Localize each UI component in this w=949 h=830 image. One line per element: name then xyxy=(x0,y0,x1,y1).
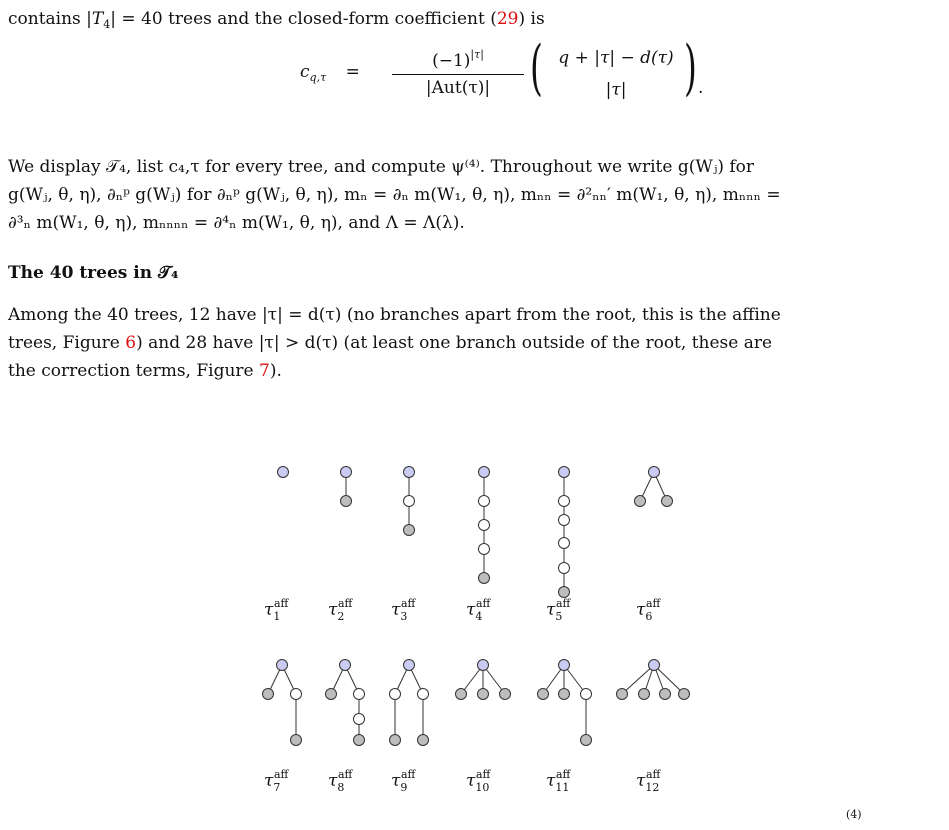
tree-label-sup: aff xyxy=(556,597,571,610)
tree-label-sup: aff xyxy=(646,597,661,610)
tree-label-sub: 3 xyxy=(400,610,408,623)
section-heading: The 40 trees in 𝒯₄ xyxy=(8,263,179,283)
tree-label-4: $\tau_4aff$ xyxy=(466,597,491,623)
paragraph-notation-line3: ∂³ₙ m(W₁, θ, η), mₙₙₙₙ = ∂⁴ₙ m(W₁, θ, η), and Λ = Λ(λ). xyxy=(8,213,465,233)
tree-label-sub: 7 xyxy=(273,781,281,794)
binom-top: q + |τ| − d(τ) xyxy=(558,48,674,68)
tree-node-inner xyxy=(559,563,570,574)
tree-node-root xyxy=(404,660,415,671)
tree-node-inner xyxy=(354,689,365,700)
tree-label-sub: 12 xyxy=(645,781,660,794)
tree-node-root xyxy=(340,660,351,671)
binom-bottom: |τ| xyxy=(605,80,627,100)
tree-label-8: $\tau_8aff$ xyxy=(328,768,353,794)
binom-right-paren: ) xyxy=(684,33,697,103)
tree-node-root xyxy=(278,467,289,478)
tree-label-2: $\tau_2aff$ xyxy=(328,597,353,623)
tree-node-inner xyxy=(404,496,415,507)
tree-label-sup: aff xyxy=(338,597,353,610)
caption-fragment-sup: (4) xyxy=(846,808,862,821)
tree-node-inner xyxy=(559,538,570,549)
paragraph-notation-line2: g(Wⱼ, θ, η), ∂ₙᵖ g(Wⱼ) for ∂ₙᵖ g(Wⱼ, θ, η), mₙ = ∂ₙ m(W₁, θ, η), mₙₙ = ∂²ₙₙ′ m(W₁, θ, η), mₙₙₙ = xyxy=(8,185,781,205)
tree-label-sup: aff xyxy=(476,597,491,610)
tree-label-5: $\tau_5aff$ xyxy=(546,597,571,623)
fraction-denominator: |Aut(τ)| xyxy=(425,78,491,98)
tree-label-sup: aff xyxy=(556,768,571,781)
tree-label-sub: 1 xyxy=(273,610,281,623)
tree-node-root xyxy=(559,467,570,478)
tree-node-inner xyxy=(479,544,490,555)
tree-node-leaf xyxy=(617,689,628,700)
tree-node-root xyxy=(404,467,415,478)
tree-label-sup: aff xyxy=(274,768,289,781)
tree-node-leaf xyxy=(500,689,511,700)
text-is: ) is xyxy=(518,9,545,29)
tree-node-inner xyxy=(479,496,490,507)
tree-node-root xyxy=(478,660,489,671)
tree-node-leaf xyxy=(390,735,401,746)
tree-label-sub: 5 xyxy=(555,610,563,623)
tree-node-leaf xyxy=(354,735,365,746)
tree-node-inner xyxy=(354,714,365,725)
figure6-ref-link[interactable]: 6 xyxy=(125,333,137,353)
tree-node-inner xyxy=(291,689,302,700)
tree-node-inner xyxy=(479,520,490,531)
tree-label-10: $\tau_{10}aff$ xyxy=(466,768,491,794)
tree-label-11: $\tau_{11}aff$ xyxy=(546,768,571,794)
paragraph-trees-line3: the correction terms, Figure 7). xyxy=(8,361,282,381)
tree-node-leaf xyxy=(639,689,650,700)
text-trees-count: | = 40 trees and the closed-form coefficient ( xyxy=(110,9,497,29)
tree-label-sup: aff xyxy=(338,768,353,781)
tree-node-root xyxy=(479,467,490,478)
paragraph-trees-line1: Among the 40 trees, 12 have |τ| = d(τ) (no branches apart from the root, this is the affine xyxy=(8,305,781,325)
tree-label-12: $\tau_{12}aff$ xyxy=(636,768,661,794)
figure7-ref-link[interactable]: 7 xyxy=(259,361,270,381)
tree-node-leaf xyxy=(341,496,352,507)
tree-node-leaf xyxy=(660,689,671,700)
tree-node-leaf xyxy=(263,689,274,700)
tree-label-sup: aff xyxy=(646,768,661,781)
tree-node-leaf xyxy=(418,735,429,746)
fraction-numerator: $(-1)^{|\tau|}$ xyxy=(432,48,484,71)
set-symbol: T xyxy=(91,9,104,29)
tree-label-sub: 9 xyxy=(400,781,408,794)
tree-node-inner xyxy=(559,496,570,507)
tree-label-3: $\tau_3aff$ xyxy=(391,597,416,623)
equation-period: . xyxy=(698,78,704,98)
set-subscript: 4 xyxy=(103,18,111,31)
tree-node-root xyxy=(341,467,352,478)
equation-lhs: $c_{q,\tau}$ = xyxy=(300,62,360,84)
equation-ref-link[interactable]: 29 xyxy=(496,9,519,29)
tree-label-7: $\tau_7aff$ xyxy=(264,768,289,794)
tree-label-sub: 10 xyxy=(475,781,490,794)
tree-label-sub: 11 xyxy=(555,781,570,794)
tree-node-leaf xyxy=(291,735,302,746)
tree-label-9: $\tau_9aff$ xyxy=(391,768,416,794)
tree-node-inner xyxy=(559,515,570,526)
tree-node-leaf xyxy=(662,496,673,507)
tree-node-leaf xyxy=(404,525,415,536)
tree-node-leaf xyxy=(478,689,489,700)
tree-label-sub: 6 xyxy=(645,610,653,623)
paragraph-trees-line2: trees, Figure 6) and 28 have |τ| > d(τ) (at least one branch outside of the root, these are xyxy=(8,333,773,353)
tree-node-inner xyxy=(581,689,592,700)
tree-node-inner xyxy=(418,689,429,700)
tree-label-sup: aff xyxy=(476,768,491,781)
tree-node-leaf xyxy=(559,587,570,598)
tree-label-6: $\tau_6aff$ xyxy=(636,597,661,623)
tree-node-root xyxy=(649,467,660,478)
tree-node-leaf xyxy=(456,689,467,700)
tree-label-sup: aff xyxy=(274,597,289,610)
tree-node-root xyxy=(559,660,570,671)
tree-label-sub: 8 xyxy=(337,781,345,794)
text-contains: contains | xyxy=(8,9,92,29)
tree-node-leaf xyxy=(635,496,646,507)
tree-label-sup: aff xyxy=(401,768,416,781)
tree-node-leaf xyxy=(581,735,592,746)
tree-node-leaf xyxy=(559,689,570,700)
tree-node-leaf xyxy=(479,573,490,584)
tree-node-root xyxy=(649,660,660,671)
tree-label-sup: aff xyxy=(401,597,416,610)
tree-label-1: $\tau_1aff$ xyxy=(264,597,289,623)
tree-node-leaf xyxy=(326,689,337,700)
tree-node-root xyxy=(277,660,288,671)
tree-node-leaf xyxy=(538,689,549,700)
tree-node-leaf xyxy=(679,689,690,700)
binom-left-paren: ( xyxy=(530,33,543,103)
tree-label-sub: 2 xyxy=(337,610,345,623)
tree-label-sub: 4 xyxy=(475,610,483,623)
paragraph-notation-line1: We display 𝒯₄, list c₄,τ for every tree, and compute ψ⁽⁴⁾. Throughout we write g(Wⱼ) for xyxy=(8,157,755,177)
tree-node-inner xyxy=(390,689,401,700)
